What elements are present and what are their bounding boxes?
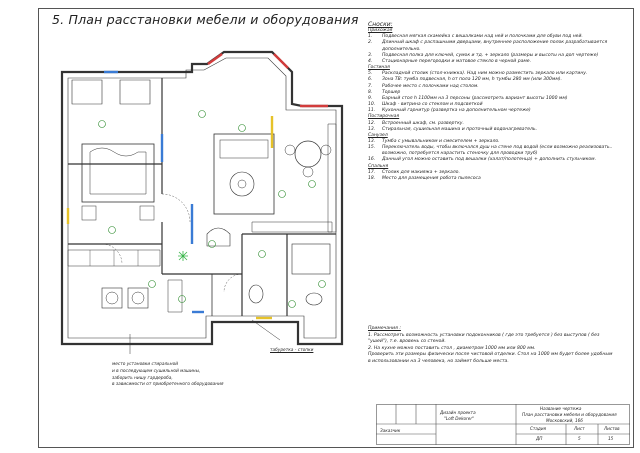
note-text: Зона ТВ: тумба подвесная, h от пола 120 мм, h тумбы 280 мм (или 300мм). (382, 77, 562, 83)
note-number: 12. (368, 120, 376, 126)
washer-note-line: место установки стиральной (112, 362, 179, 367)
stamp-sheet-name-label: Название чертежа (540, 406, 582, 411)
note-text: Подвесная полка для ключей, сумок и тд. + зеркало (размеры и высоты на доп чертеже) (382, 52, 599, 58)
stamp-sheet-label: Лист (574, 426, 585, 431)
note-text: Длинный шкаф с распашными дверцами, внутреннее расположение полок разрабатывается дополнительно. (382, 40, 608, 52)
stamp-sheets: 15 (608, 436, 614, 441)
page-title: 5. План расстановки мебели и оборудования (52, 12, 359, 27)
note-item (368, 40, 630, 52)
section-bedroom: Спальня (368, 163, 389, 169)
note-text: Кухонный гарнитур (развертка на дополнительном чертеже) (382, 108, 531, 114)
section-living: Гостиная (368, 65, 390, 71)
stamp-stage-label: Стадия (530, 426, 547, 431)
remark-line: 1. Рассмотреть возможность установки подоконников ( где это требуется ) без выступов ( без "ушей"), т.е. вровень со стеной. (368, 332, 600, 345)
note-number: 8. (368, 89, 373, 95)
note-text: Рабочее место с полочками над столом. (382, 83, 479, 89)
note-item (368, 145, 630, 157)
note-text: Шкаф - витрина со стеклом и подсветкой (382, 102, 483, 108)
note-text: Стиральная, сушильная машина и проточный водонагреватель. (382, 126, 538, 132)
note-text: Переключатель воды, чтобы включался душ на стене под водой (если возможно реализовать.. возможно, потребуется нарастить стеночку для проводки труб) (382, 145, 613, 157)
section-laundry: Постирочная (368, 114, 400, 120)
note-text: Барный стол h 1100мм на 3 персоны (рассмотреть вариант высоты 1000 мм) (382, 95, 568, 101)
note-number: 6. (368, 77, 373, 83)
note-text: Подвесная мягкая скамейка с вешалками над ней и полочками для обуви под ней. (382, 34, 583, 40)
washer-note (112, 362, 223, 389)
note-number: 1. (368, 34, 373, 40)
title-block (376, 404, 630, 445)
note-number: 18. (368, 175, 376, 181)
note-number: 9. (368, 95, 373, 101)
stamp-sheet-name: План расстановки мебели и оборудования (522, 412, 617, 417)
note-text: Стационарные перегородки и матовое стекло в черной раме. (382, 58, 532, 64)
remarks-heading: Примечания : (368, 326, 401, 331)
note-number: 2. (368, 40, 373, 46)
note-item (368, 157, 630, 163)
note-text: Раскладной столик (стол-книжка). Над ним можно разместить зеркало или картину. (382, 71, 588, 77)
stamp-designer-2: "Loft Dekorer" (444, 416, 475, 421)
note-text: Тумба с умывальником и смесителем + зеркало. (382, 138, 500, 144)
washer-note-line: заборить нишу гардероба, (112, 375, 173, 381)
note-number: 7. (368, 83, 373, 89)
section-hallway: Прихожая (368, 28, 393, 34)
note-number: 11. (368, 108, 376, 114)
stamp-city: Московский, 166 (546, 418, 583, 423)
note-number: 4. (368, 58, 373, 64)
stamp-sheets-label: Листов (604, 426, 620, 431)
remark-line: 2. На кухне можно поставить стол , диаметром 1000 мм или 800 мм. (368, 345, 536, 351)
note-text: Встроенный шкаф, см. развертку. (382, 120, 464, 126)
plant-icon (178, 251, 188, 261)
note-item (368, 176, 630, 182)
note-text: Данный угол можно оставить под вешалки (халат/полотенца) + дополнить стульчиком. (382, 157, 597, 163)
remark-line: Проверить эти размеры физически после чистовой отделки. Стол на 1000 мм будет более удобным в использовании на 3 человека, но займет больше места. (368, 352, 613, 364)
note-number: 3. (368, 52, 373, 58)
stamp-sheet: 5 (578, 436, 581, 441)
note-number: 15. (368, 145, 376, 151)
note-number: 10. (368, 102, 376, 108)
partition-label: табуретка - стопки (270, 348, 314, 353)
note-number: 17. (368, 169, 376, 175)
stamp-stage: ДП (536, 436, 543, 441)
note-number: 13. (368, 138, 376, 144)
section-bathroom: Санузел (368, 132, 388, 138)
note-number: 5. (368, 71, 373, 77)
washer-note-line: в зависимости от приобретенного оборудования (112, 382, 224, 388)
washer-note-line: и в последующем сушильной машины, (112, 368, 201, 374)
notes-block (368, 22, 630, 182)
stamp-designer-1: Дизайн проекта (440, 410, 476, 415)
notes-heading: Сноски: (368, 21, 393, 28)
note-number: 13. (368, 126, 376, 132)
note-text: Торшер (382, 89, 401, 95)
remarks-block (368, 326, 616, 366)
note-text: Место для размещения робота пылесоса (382, 175, 481, 181)
floor-plan (42, 44, 362, 354)
note-text: Столик для макияжа + зеркало. (382, 169, 460, 175)
note-number: 16. (368, 157, 376, 163)
stamp-approved-label: Заказчик (380, 428, 401, 433)
